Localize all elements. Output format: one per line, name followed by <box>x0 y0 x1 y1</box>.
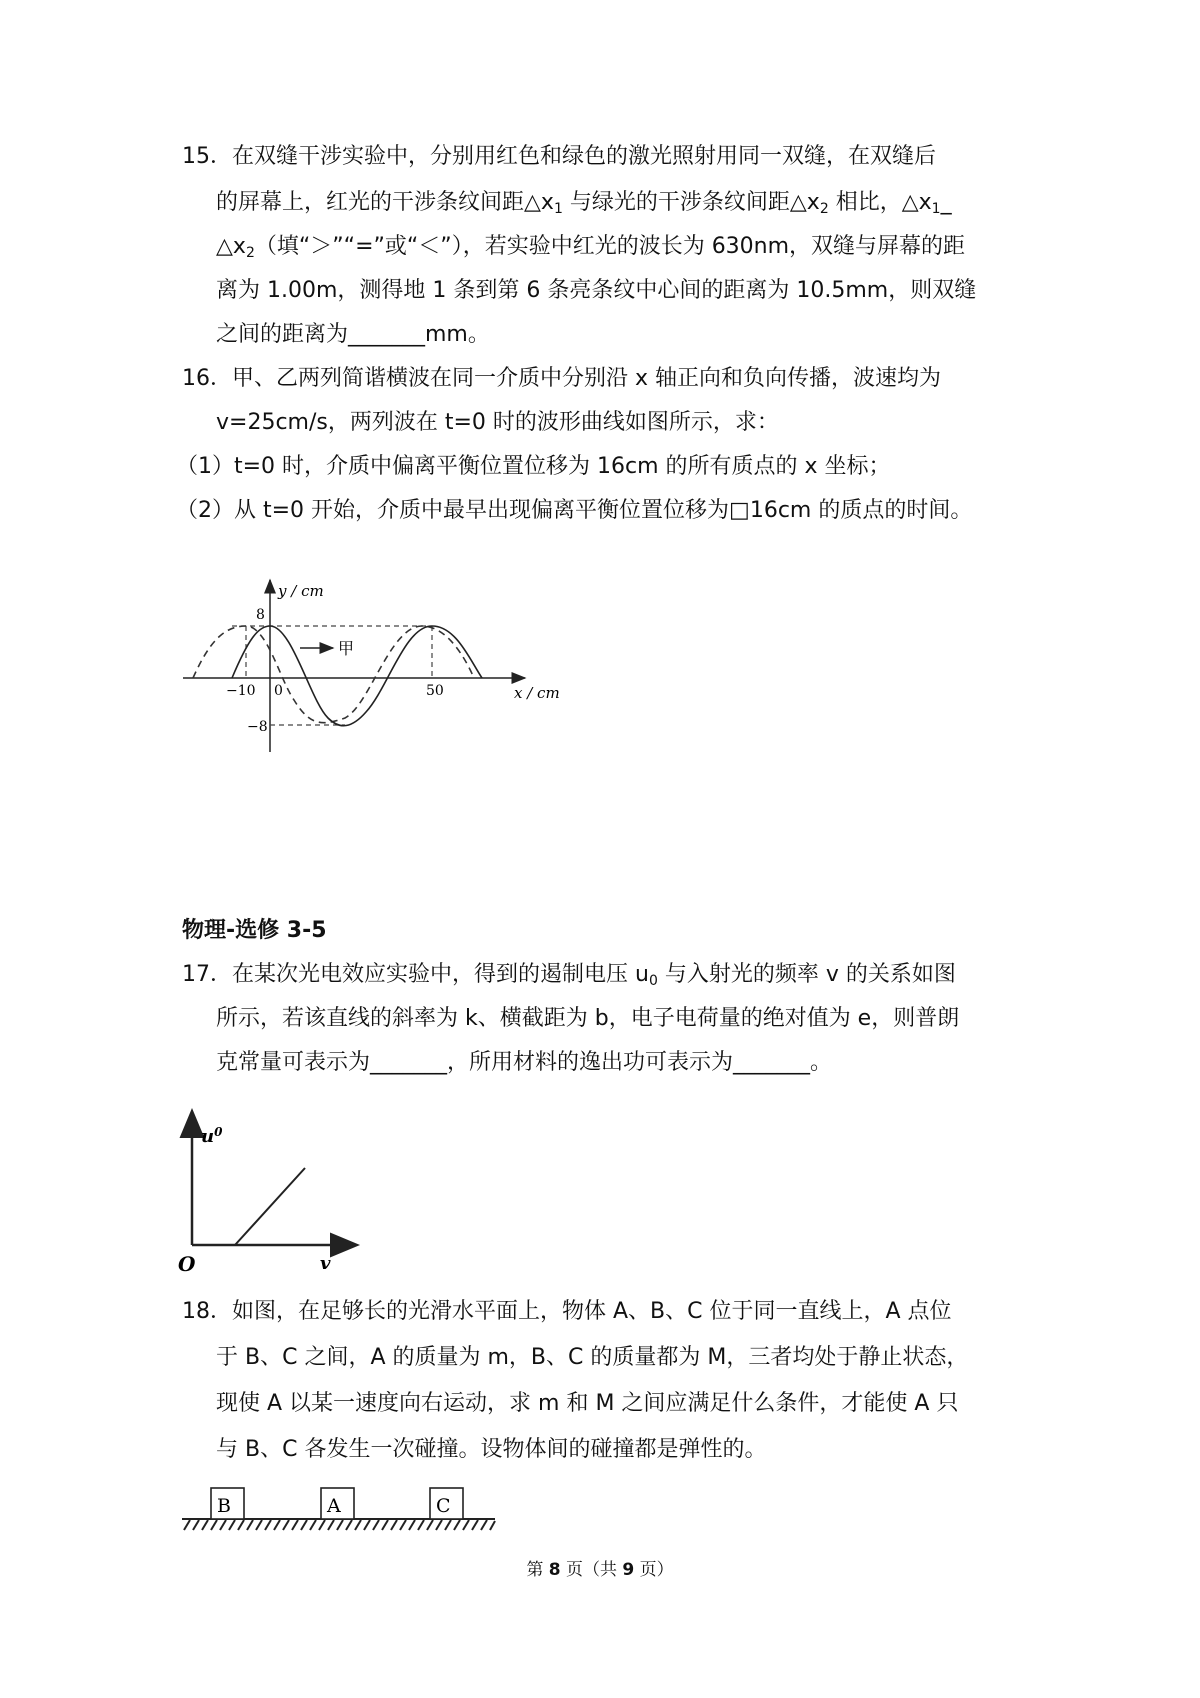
q16-line-3: （1）t=0 时，介质中偏离平衡位置位移为 16cm 的所有质点的 x 坐标； <box>176 454 891 479</box>
y-tick-minus-8: −8 <box>247 719 268 735</box>
q15-line-1: 15．在双缝干涉实验中，分别用红色和绿色的激光照射用同一双缝，在双缝后 <box>182 144 936 169</box>
q17-line-2: 所示，若该直线的斜率为 k、横截距为 b，电子电荷量的绝对值为 e，则普朗 <box>216 1006 960 1031</box>
y-axis-label: y / cm <box>278 582 324 600</box>
footer-total-pages: 9 <box>622 1560 635 1580</box>
ground-hatching <box>184 1520 495 1530</box>
block-c-label: C <box>436 1495 451 1517</box>
q15-line-5: 之间的距离为_______mm。 <box>216 322 490 347</box>
block-b-label: B <box>217 1495 231 1517</box>
q16-line-1: 16．甲、乙两列简谐横波在同一介质中分别沿 x 轴正向和负向传播，波速均为 <box>182 366 942 391</box>
subscript: 2 <box>819 201 829 217</box>
photoelectric-figure <box>170 1105 370 1280</box>
q15-text: （填“＞”“=”或“＜”），若实验中红光的波长为 630nm，双缝与屏幕的距 <box>254 234 966 259</box>
q17-line-3: 克常量可表示为_______，所用材料的逸出功可表示为_______。 <box>216 1050 833 1075</box>
subscript: 0 <box>648 973 658 989</box>
wave-figure <box>170 570 570 760</box>
x-tick-50: 50 <box>426 683 444 699</box>
x-tick-minus-10: −10 <box>226 683 256 699</box>
q18-line-2: 于 B、C 之间，A 的质量为 m，B、C 的质量都为 M，三者均处于静止状态， <box>216 1345 969 1370</box>
q18-line-4: 与 B、C 各发生一次碰撞。设物体间的碰撞都是弹性的。 <box>216 1437 767 1462</box>
wave-label: 甲 <box>338 639 355 658</box>
footer-suffix: 页） <box>634 1560 674 1580</box>
q15-text: △x <box>216 234 246 259</box>
footer-prefix: 第 <box>526 1560 549 1580</box>
q15-text: 与绿光的干涉条纹间距△x <box>562 190 820 215</box>
q15-line-4: 离为 1.00m，测得地 1 条到第 6 条亮条纹中心间的距离为 10.5mm，则双缝 <box>216 278 977 303</box>
footer-page-number: 8 <box>548 1560 561 1580</box>
q17-line-1 <box>182 958 956 998</box>
section-title: 物理-选修 3-5 <box>182 918 327 943</box>
q15-line-2 <box>216 186 952 226</box>
v-label: v <box>320 1253 331 1274</box>
q18-line-3: 现使 A 以某一速度向右运动，求 m 和 M 之间应满足什么条件，才能使 A 只 <box>216 1391 959 1416</box>
blocks-figure <box>175 1478 510 1540</box>
q17-text: 17．在某次光电效应实验中，得到的遏制电压 u <box>182 962 649 987</box>
answer-blank: _ <box>940 190 952 215</box>
q17-text: 与入射光的频率 v 的关系如图 <box>657 962 956 987</box>
q15-text: 的屏幕上，红光的干涉条纹间距△x <box>216 190 554 215</box>
subscript: 1 <box>553 201 563 217</box>
u0-label: $u^0$ <box>201 1125 223 1147</box>
page-footer <box>0 1555 1200 1580</box>
q16-line-2: v=25cm/s，两列波在 t=0 时的波形曲线如图所示，求： <box>216 410 779 435</box>
footer-middle: 页（共 <box>560 1560 623 1580</box>
u0-v-line <box>235 1168 305 1245</box>
block-a-label: A <box>327 1495 341 1517</box>
q15-line-3 <box>216 230 965 270</box>
y-tick-8: 8 <box>256 607 265 623</box>
subscript: 1 <box>931 201 941 217</box>
origin-label: O <box>178 1252 196 1276</box>
x-axis-label: x / cm <box>514 684 560 702</box>
subscript: 2 <box>245 245 255 261</box>
q18-line-1: 18．如图，在足够长的光滑水平面上，物体 A、B、C 位于同一直线上，A 点位 <box>182 1299 952 1324</box>
q16-line-4: （2）从 t=0 开始，介质中最早出现偏离平衡位置位移为□16cm 的质点的时间。 <box>176 498 973 523</box>
x-tick-0: 0 <box>274 683 283 699</box>
q15-text: 相比，△x <box>828 190 932 215</box>
